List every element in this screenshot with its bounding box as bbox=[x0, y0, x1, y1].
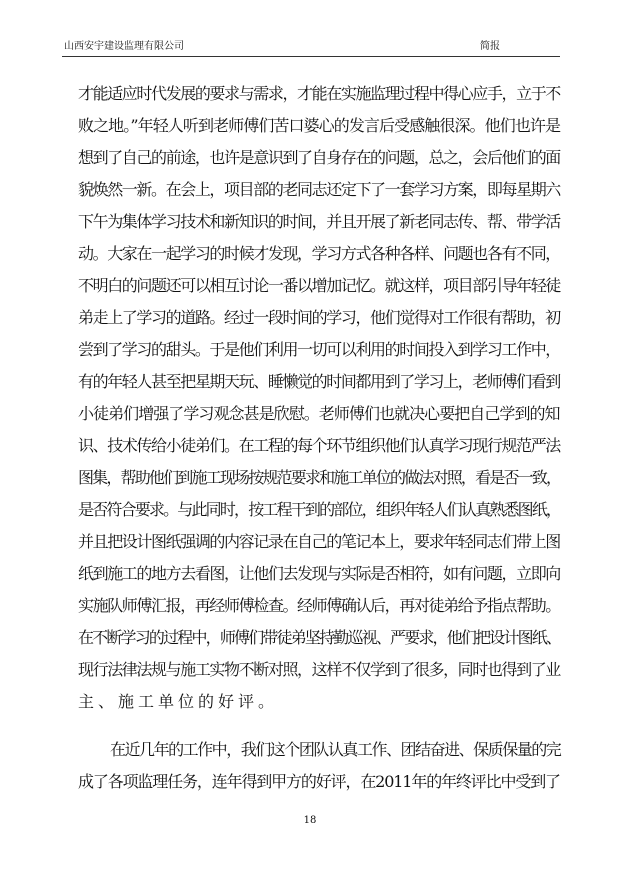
text-line: 才能适应时代发展的要求与需求，才能在实施监理过程中得心应手，立于不 bbox=[78, 84, 560, 103]
text-line: 并且把设计图纸强调的内容记录在自己的笔记本上，要求年轻同志们带上图 bbox=[78, 532, 560, 551]
text-line: 纸到施工的地方去看图，让他们去发现与实际是否相符，如有问题，立即向 bbox=[78, 564, 560, 583]
text-line: 识、技术传给小徒弟们。在工程的每个环节组织他们认真学习现行规范严法 bbox=[78, 436, 560, 455]
text-line: 主、施工单位的好评。 bbox=[78, 692, 279, 711]
header-company-name: 山西安宇建设监理有限公司 bbox=[64, 41, 184, 52]
text-line: 在近几年的工作中，我们这个团队认真工作、团结奋进、保质保量的完 bbox=[110, 740, 561, 759]
text-line: 貌焕然一新。在会上，项目部的老同志还定下了一套学习方案，即每星期六 bbox=[78, 180, 560, 199]
text-line: 尝到了学习的甜头。于是他们利用一切可以利用的时间投入到学习工作中， bbox=[78, 340, 560, 359]
header-doc-type: 简报 bbox=[480, 41, 500, 52]
text-line: 在不断学习的过程中，师傅们带徒弟坚持勤巡视、严要求，他们把设计图纸、 bbox=[78, 628, 561, 647]
text-line: 是否符合要求。与此同时，按工程干到的部位，组织年轻人们认真熟悉图纸， bbox=[78, 500, 561, 519]
text-line: 败之地。”年轻人听到老师傅们苦口婆心的发言后受感触很深。他们也许是 bbox=[78, 116, 561, 135]
text-line: 不明白的问题还可以相互讨论一番以增加记忆。就这样，项目部引导年轻徒 bbox=[78, 276, 560, 295]
text-line: 想到了自己的前途，也许是意识到了自身存在的问题，总之，会后他们的面 bbox=[78, 148, 560, 167]
text-line: 成了各项监理任务，连年得到甲方的好评，在2011年的年终评比中受到了 bbox=[78, 772, 560, 791]
text-line: 下午为集体学习技术和新知识的时间，并且开展了新老同志传、帮、带学活 bbox=[78, 212, 560, 231]
text-line: 有的年轻人甚至把星期天玩、睡懒觉的时间都用到了学习上，老师傅们看到 bbox=[78, 372, 560, 391]
page-number: 18 bbox=[303, 815, 317, 826]
text-line: 现行法律法规与施工实物不断对照，这样不仅学到了很多，同时也得到了业 bbox=[78, 660, 560, 679]
text-line: 动。大家在一起学习的时候才发现，学习方式各种各样、问题也各有不同， bbox=[78, 244, 560, 263]
text-line: 弟走上了学习的道路。经过一段时间的学习，他们觉得对工作很有帮助，初 bbox=[78, 308, 560, 327]
text-line: 图集，帮助他们到施工现场按规范要求和施工单位的做法对照，看是否一致， bbox=[78, 468, 561, 487]
text-line: 小徒弟们增强了学习观念甚是欣慰。老师傅们也就决心要把自己学到的知 bbox=[78, 404, 560, 423]
text-line: 实施队师傅汇报，再经师傅检查。经师傅确认后，再对徒弟给予指点帮助。 bbox=[78, 596, 560, 615]
